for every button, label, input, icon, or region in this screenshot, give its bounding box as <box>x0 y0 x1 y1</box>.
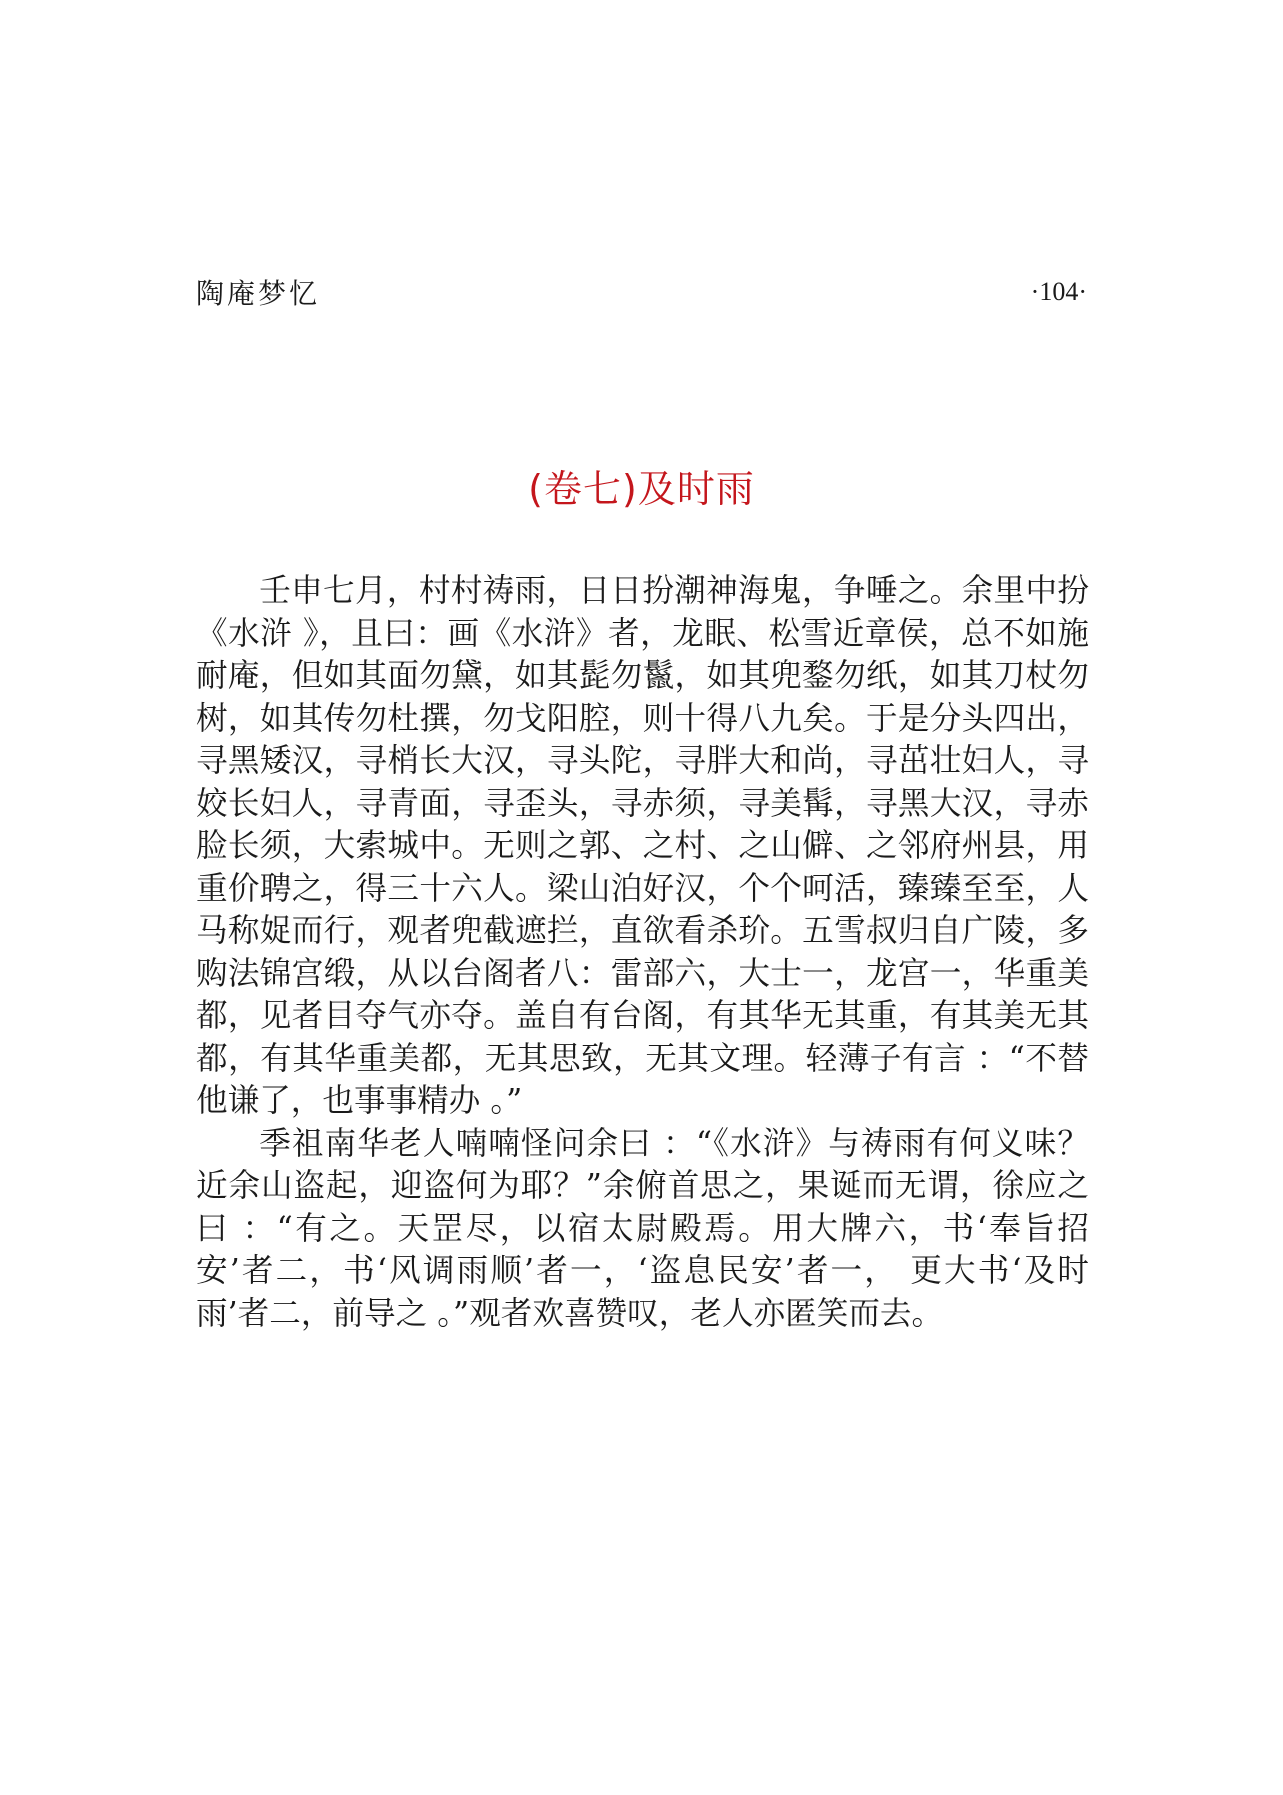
book-title: 陶庵梦忆 <box>196 277 321 310</box>
running-header <box>196 272 1087 312</box>
page-number: ·104· <box>1030 277 1087 306</box>
paragraph-1: 壬申七月，村村祷雨，日日扮潮神海鬼，争唾之。余里中扮《水浒 》，且曰：画《水浒》者，龙眠、松雪近章侯，总不如施耐庵，但如其面勿黛，如其髭勿鬣，如其兜鍪勿纸，如其刀杖勿树，如其传勿杜撰，勿戈阳腔，则十得八九矣。于是分头四出，寻黑矮汉，寻梢长大汉，寻头陀，寻胖大和尚，寻茁壮妇人，寻姣长妇人，寻青面，寻歪头，寻赤须，寻美髯，寻黑大汉，寻赤脸长须，大索城中。无则之郭、之村、之山僻、之邻府州县，用重价聘之，得三十六人。梁山泊好汉，个个呵活，臻臻至至，人马称娖而行，观者兜截遮拦，直欲看杀玠。五雪叔归自广陵，多购法锦宫缎，从以台阁者八：雷部六，大士一，龙宫一，华重美都，见者目夺气亦夺。盖自有台阁，有其华无其重，有其美无其都，有其华重美都，无其思致，无其文理。轻薄子有言 ：“不替他谦了，也事事精办 。” <box>196 573 1089 1119</box>
body-text <box>196 570 1089 1335</box>
paragraph-2: 季祖南华老人喃喃怪问余曰 ：“《水浒》与祷雨有何义味？近余山盗起，迎盗何为耶？”余俯首思之，果诞而无谓，徐应之曰 ：“有之。天罡尽，以宿太尉殿焉。用大牌六，书‘奉旨招安’者二，书‘风调雨顺’者一，‘盗息民安’者一， 更大书‘及时雨’者二，前导之 。”观者欢喜赞叹，老人亦匿笑而去。 <box>196 1125 1089 1332</box>
chapter-title: (卷七)及时雨 <box>528 467 755 511</box>
